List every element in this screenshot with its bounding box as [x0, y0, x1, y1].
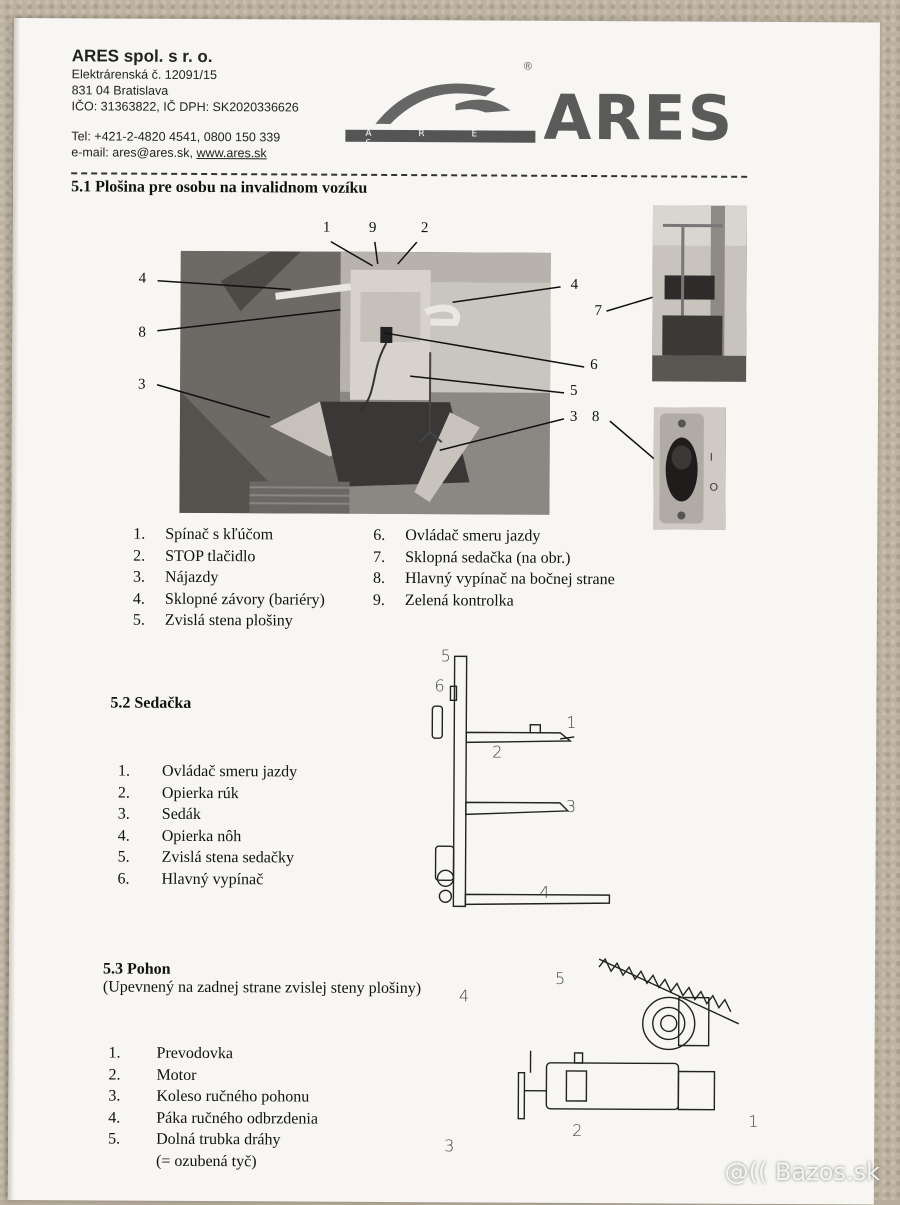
- company-website-link[interactable]: www.ares.sk: [196, 145, 267, 161]
- callout-4-right: 4: [570, 276, 579, 293]
- list-item: 1. Prevodovka: [108, 1044, 234, 1063]
- callout-5: 5: [570, 382, 578, 399]
- list-item: 8. Hlavný vypínač na bočnej strane: [373, 569, 615, 589]
- list-item: 2. Motor: [108, 1066, 197, 1084]
- section-5-2-title: 5.2 Sedačka: [110, 694, 192, 712]
- list-item: 4. Opierka nôh: [117, 827, 242, 845]
- callout-6: 6: [590, 357, 598, 374]
- list-item: 7. Sklopná sedačka (na obr.): [373, 548, 571, 567]
- company-tel: Tel: +421-2-4820 4541, 0800 150 339: [71, 129, 281, 145]
- list-item: 4. Páka ručného odbrzdenia: [108, 1109, 319, 1128]
- callout-2: 2: [420, 220, 429, 237]
- callout-1: 1: [322, 219, 331, 236]
- company-street: Elektrárenská č. 12091/15: [71, 67, 217, 83]
- drive-drawing-label-4: 4: [458, 986, 470, 1006]
- company-email: e-mail: ares@ares.sk,: [71, 145, 197, 160]
- logo-registered-mark: ®: [523, 60, 532, 73]
- list-item: 3. Sedák: [117, 805, 201, 823]
- list-item: 1. Ovládač smeru jazdy: [118, 762, 298, 781]
- seat-drawing-label-3: 3: [565, 796, 577, 816]
- callout-4-left: 4: [138, 270, 147, 287]
- seat-photo: [652, 205, 747, 381]
- seat-drawing-label-6: 6: [434, 676, 445, 696]
- list-item: 4. Sklopné závory (bariéry): [132, 590, 325, 609]
- list-item: 1. Spínač s kľúčom: [133, 525, 274, 544]
- seat-photo-image: [652, 205, 747, 381]
- switch-photo-image: [653, 407, 726, 529]
- company-name: ARES spol. s r. o.: [71, 46, 213, 67]
- section-5-3-subtitle: (Upevnený na zadnej strane zvislej steny plošiny): [102, 978, 422, 998]
- list-item: 6. Hlavný vypínač: [117, 870, 264, 888]
- company-ids: IČO: 31363822, IČ DPH: SK2020336626: [71, 99, 299, 115]
- callout-3-left: 3: [138, 376, 146, 393]
- list-item: 5. Zvislá stena sedačky: [117, 848, 295, 867]
- section-5-1-list-left: [133, 524, 374, 633]
- drive-technical-drawing: [478, 940, 749, 1141]
- list-item: 9. Zelená kontrolka: [372, 591, 514, 610]
- photo-leader-lines: [11, 18, 880, 583]
- logo-band-text: A R E S: [365, 128, 500, 149]
- drive-drawing-label-1: 1: [748, 1111, 759, 1131]
- section-5-2-list: [117, 761, 378, 891]
- seat-drawing-label-4: 4: [539, 882, 550, 902]
- list-item: 3. Nájazdy: [133, 568, 219, 587]
- drive-drawing-label-5: 5: [554, 968, 566, 988]
- callout-9: 9: [368, 219, 377, 236]
- seat-drawing-label-1: 1: [566, 712, 577, 732]
- section-5-3-title: 5.3 Pohon: [102, 960, 171, 978]
- switch-photo: [653, 407, 726, 529]
- section-5-1-list-right: [373, 525, 683, 613]
- seat-drawing-label-5: 5: [440, 646, 451, 666]
- callout-8: 8: [138, 324, 146, 341]
- bazos-watermark: @(( Bazos.sk: [724, 1158, 880, 1186]
- list-item: 3. Koleso ručného pohonu: [108, 1087, 310, 1106]
- switch-on-label: I: [709, 451, 713, 464]
- list-item: 6. Ovládač smeru jazdy: [373, 526, 541, 545]
- switch-off-label: O: [709, 481, 719, 494]
- callout-3-right: 3: [569, 408, 578, 425]
- drive-drawing-label-2: 2: [572, 1120, 583, 1140]
- list-item: 5. Zvislá stena plošiny: [132, 611, 293, 630]
- section-5-3-list: [108, 1043, 409, 1174]
- drive-drawing-label-3: 3: [444, 1136, 455, 1156]
- seat-drawing-label-2: 2: [492, 742, 503, 762]
- company-city: 831 04 Bratislava: [71, 83, 169, 98]
- document-page: [8, 18, 880, 1205]
- callout-7: 7: [594, 303, 603, 320]
- list-item: 5. Dolná trubka dráhy: [108, 1130, 281, 1149]
- logo-wordmark: ARES: [543, 80, 735, 155]
- list-item: 2. STOP tlačidlo: [133, 547, 256, 565]
- section-5-1-title: 5.1 Plošina pre osobu na invalidnom vozíku: [71, 178, 368, 197]
- callout-8-right: 8: [591, 409, 600, 426]
- list-item: 2. Opierka rúk: [117, 784, 239, 802]
- list-item-note: (= ozubená tyč): [155, 1152, 257, 1170]
